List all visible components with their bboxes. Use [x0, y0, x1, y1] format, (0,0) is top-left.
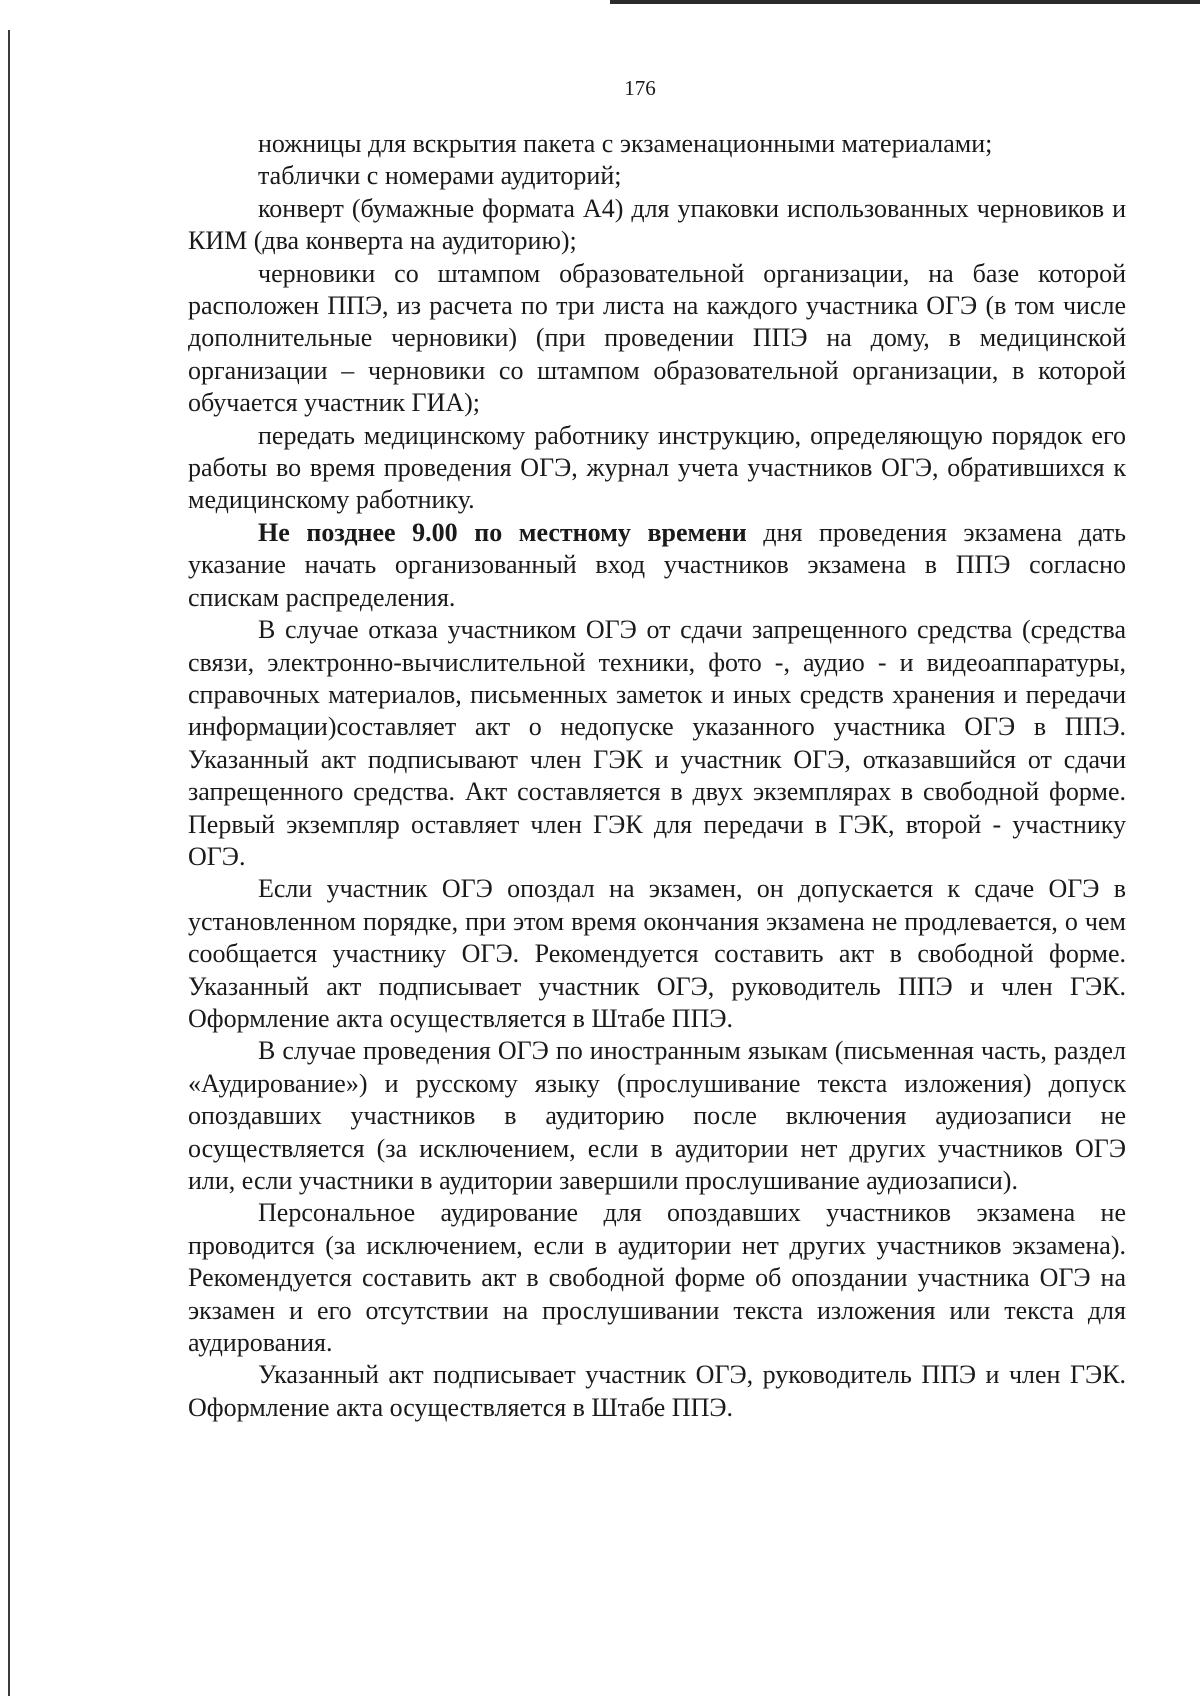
- page-number: 176: [624, 76, 656, 100]
- paragraph-forbidden-items: В случае отказа участником ОГЭ от сдачи запрещенного средства (средства связи, электронно-вычислительной техники, фото -, аудио - и видеоаппаратуры, справочных материалов, письменных заметок и иных средств хранения и передачи информации)составляет акт о недопуске указанного участника ОГЭ в ППЭ. Указанный акт подписывают член ГЭК и участник ОГЭ, отказавшийся от сдачи запрещенного средства. Акт составляется в двух экземплярах в свободной форме. Первый экземпляр оставляет член ГЭК для передачи в ГЭК, второй - участнику ОГЭ.: [188, 615, 1126, 871]
- entry-time-text: дня проведения экзамена дать указание начать организованный вход участников экзамена в ППЭ согласно спискам распределения.: [188, 517, 1126, 612]
- paragraph-scissors: ножницы для вскрытия пакета с экзаменационными материалами;: [258, 129, 993, 158]
- paragraph-entry-time: [188, 517, 1126, 614]
- scan-left-border: [8, 30, 10, 1696]
- paragraph-personal-listening: Персональное аудирование для опоздавших участников экзамена не проводится (за исключением, если в аудитории нет других участников экзамена). Рекомендуется составить акт в свободной форме об опоздании участника ОГЭ на экзамен и его отсутствии на прослушивании текста изложения или текста для аудирования.: [188, 1198, 1126, 1358]
- document-body: [188, 128, 1126, 1424]
- paragraph-drafts: черновики со штампом образовательной организации, на базе которой расположен ППЭ, из расчета по три листа на каждого участника ОГЭ (в том числе дополнительные черновики) (при проведении ППЭ на дому, в медицинской организации – черновики со штампом образовательной организации, в которой обучается участник ГИА);: [188, 258, 1126, 418]
- paragraph-room-plates: таблички с номерами аудиторий;: [258, 161, 622, 191]
- paragraph-medical-worker: передать медицинскому работнику инструкцию, определяющую порядок его работы во время проведения ОГЭ, журнал учета участников ОГЭ, обратившихся к медицинскому работнику.: [188, 420, 1126, 515]
- paragraph-foreign-languages: В случае проведения ОГЭ по иностранным языкам (письменная часть, раздел «Аудирование») и русскому языку (прослушивание текста изложения) допуск опоздавших участников в аудиторию после включения аудиозаписи не осуществляется (за исключением, если в аудитории нет других участников ОГЭ или, если участники в аудитории завершили прослушивание аудиозаписи).: [188, 1036, 1126, 1195]
- paragraph-act-signature: Указанный акт подписывает участник ОГЭ, руководитель ППЭ и член ГЭК. Оформление акта осуществляется в Штабе ППЭ.: [188, 1360, 1126, 1422]
- paragraph-envelope: конверт (бумажные формата А4) для упаковки использованных черновиков и КИМ (два конверта на аудиторию);: [188, 193, 1126, 256]
- paragraph-late-participant: Если участник ОГЭ опоздал на экзамен, он допускается к сдаче ОГЭ в установленном порядке, при этом время окончания экзамена не продлевается, о чем сообщается участнику ОГЭ. Рекомендуется составить акт в свободной форме. Указанный акт подписывает участник ОГЭ, руководитель ППЭ и член ГЭК. Оформление акта осуществляется в Штабе ППЭ.: [188, 874, 1126, 1033]
- entry-time-emphasis: Не позднее 9.00 по местному времени: [258, 517, 747, 547]
- scan-top-border: [610, 0, 1200, 4]
